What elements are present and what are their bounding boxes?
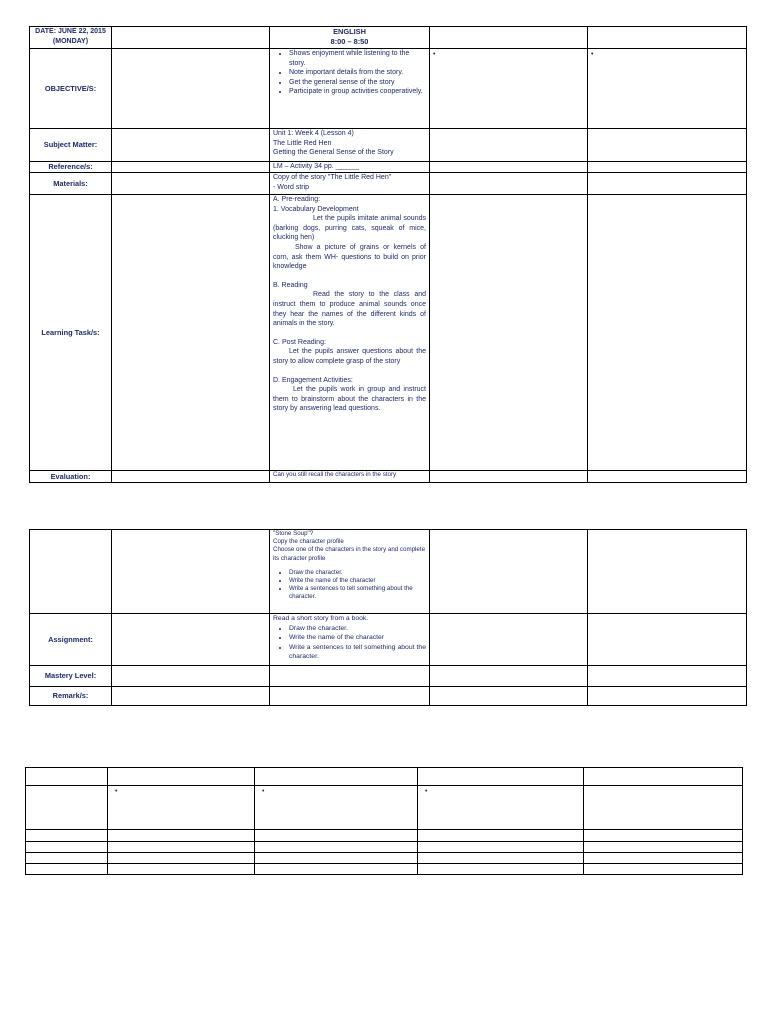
post-reading-text: Let the pupils answer questions about the story to allow complete grasp of the story	[273, 348, 426, 365]
reading-heading: B. Reading	[273, 281, 308, 289]
empty-cell	[430, 195, 588, 471]
bullet-mark: •	[433, 51, 436, 58]
evaluation-label: Evaluation:	[30, 471, 112, 483]
objective-item: • Note important details from the story.	[289, 68, 426, 78]
day-text: (MONDAY)	[52, 37, 89, 45]
empty-cell	[588, 27, 747, 49]
empty-cell	[430, 666, 588, 687]
empty-cell	[26, 830, 108, 842]
assignment-bullet: • Draw the character.	[289, 624, 426, 634]
empty-cell	[588, 471, 747, 483]
topic-text: Getting the General Sense of the Story	[273, 149, 394, 157]
materials-label: Materials:	[30, 173, 112, 195]
assignment-bullet: • Write the name of the character	[289, 633, 426, 643]
empty-cell	[255, 768, 418, 786]
learning-tasks-label: Learning Task/s:	[30, 195, 112, 471]
empty-cell	[430, 162, 588, 173]
empty-cell	[26, 768, 108, 786]
learning-tasks-cell	[270, 195, 430, 471]
empty-cell	[112, 666, 270, 687]
subject-matter-label: Subject Matter:	[30, 129, 112, 162]
empty-cell	[588, 173, 747, 195]
continued-bullet: • Draw the character.	[289, 569, 426, 577]
empty-cell	[112, 162, 270, 173]
remarks-label: Remark/s:	[30, 687, 112, 706]
empty-cell	[588, 162, 747, 173]
empty-cell	[108, 842, 255, 853]
lesson-plan-table-2	[29, 529, 747, 706]
bullet-cell	[430, 49, 588, 129]
bullet-mark: •	[262, 788, 265, 795]
empty-cell	[108, 853, 255, 864]
empty-cell	[418, 768, 584, 786]
empty-cell	[430, 471, 588, 483]
empty-cell	[418, 842, 584, 853]
date-cell	[30, 27, 112, 49]
empty-cell	[112, 195, 270, 471]
time-text: 8:00 – 8:50	[330, 37, 369, 46]
empty-cell	[584, 786, 743, 830]
materials-line: Copy of the story "The Little Red Hen"	[273, 174, 392, 181]
reading-text: Read the story to the class and instruct them to produce animal sounds once they hear the names of the different kinds of animals in the story.	[273, 291, 426, 328]
continued-line: Copy the character profile	[273, 538, 344, 546]
objective-item: • Participate in group activities cooperatively.	[289, 87, 426, 97]
materials-line: - Word strip	[273, 183, 310, 191]
empty-cell	[112, 49, 270, 129]
empty-cell	[108, 830, 255, 842]
empty-cell	[430, 27, 588, 49]
pre-reading-text-1: Let the pupils imitate animal sounds (barking dogs, purring cats, squeak of mice, clucking hen)	[273, 215, 426, 242]
pre-reading-para-1	[273, 214, 426, 243]
unit-text: Unit 1: Week 4 (Lesson 4)	[273, 130, 354, 137]
empty-cell	[588, 614, 747, 666]
empty-cell	[430, 530, 588, 614]
empty-cell	[255, 830, 418, 842]
engagement-text: Let the pupils work in group and instruct them to brainstorm about the characters in the story by answering lead questions.	[273, 386, 426, 413]
blank-grid-table	[25, 767, 743, 875]
subject-cell	[270, 27, 430, 49]
empty-cell	[112, 129, 270, 162]
empty-cell	[270, 666, 430, 687]
reading-para	[273, 290, 426, 328]
continued-bullet: • Write a sentences to tell something about the character.	[289, 585, 426, 601]
empty-cell	[584, 830, 743, 842]
post-reading-para	[273, 347, 426, 366]
pre-reading-text-2: Show a picture of grains or kernels of corn, ask them WH- questions to build on prior knowledge	[273, 243, 426, 271]
empty-cell	[112, 173, 270, 195]
empty-cell	[255, 842, 418, 853]
date-text: DATE: JUNE 22, 2015	[35, 28, 106, 35]
bullet-cell	[255, 786, 418, 830]
continued-line: "Stone Soup"?	[273, 530, 314, 537]
empty-cell	[108, 768, 255, 786]
empty-cell	[26, 842, 108, 853]
empty-cell	[112, 614, 270, 666]
engagement-para	[273, 385, 426, 414]
empty-cell	[26, 786, 108, 830]
story-title: The Little Red Hen	[273, 139, 332, 147]
pre-reading-para-2	[273, 243, 426, 272]
evaluation-continued-cell	[270, 530, 430, 614]
empty-cell	[112, 530, 270, 614]
empty-cell	[26, 853, 108, 864]
bullet-cell	[418, 786, 584, 830]
empty-cell	[26, 864, 108, 875]
empty-cell	[430, 173, 588, 195]
empty-cell	[255, 864, 418, 875]
assignment-cell	[270, 614, 430, 666]
continued-line: Choose one of the characters in the story and complete its character profile	[273, 546, 426, 562]
empty-cell	[584, 842, 743, 853]
empty-cell	[30, 530, 112, 614]
bullet-mark: •	[425, 788, 428, 795]
assignment-intro: Read a short story from a book.	[273, 615, 369, 622]
empty-cell	[255, 853, 418, 864]
subject-title: ENGLISH	[333, 27, 366, 36]
continued-bullet: • Write the name of the character	[289, 577, 426, 585]
empty-cell	[584, 864, 743, 875]
references-label: Reference/s:	[30, 162, 112, 173]
empty-cell	[584, 768, 743, 786]
empty-cell	[418, 830, 584, 842]
vocabulary-heading: 1. Vocabulary Development	[273, 205, 359, 213]
assignment-label: Assignment:	[30, 614, 112, 666]
empty-cell	[430, 687, 588, 706]
empty-cell	[588, 129, 747, 162]
empty-cell	[588, 687, 747, 706]
empty-cell	[418, 864, 584, 875]
empty-cell	[418, 853, 584, 864]
objective-item: • Shows enjoyment while listening to the story.	[289, 49, 426, 68]
pre-reading-heading: A. Pre-reading:	[273, 196, 321, 203]
objectives-label: OBJECTIVE/S:	[30, 49, 112, 129]
empty-cell	[588, 195, 747, 471]
empty-cell	[430, 614, 588, 666]
objective-item: • Get the general sense of the story	[289, 78, 426, 88]
lesson-plan-table-1	[29, 26, 747, 483]
empty-cell	[112, 687, 270, 706]
empty-cell	[270, 687, 430, 706]
post-reading-heading: C. Post Reading:	[273, 338, 326, 346]
empty-cell	[112, 471, 270, 483]
evaluation-cell: Can you still recall the characters in the story	[270, 471, 430, 483]
objectives-cell	[270, 49, 430, 129]
mastery-level-label: Mastery Level:	[30, 666, 112, 687]
empty-cell	[112, 27, 270, 49]
bullet-cell	[108, 786, 255, 830]
empty-cell	[588, 530, 747, 614]
bullet-cell	[588, 49, 747, 129]
empty-cell	[588, 666, 747, 687]
subject-matter-cell	[270, 129, 430, 162]
empty-cell	[584, 853, 743, 864]
references-cell: LM – Activity 34 pp. ______	[270, 162, 430, 173]
bullet-mark: •	[115, 788, 118, 795]
materials-cell	[270, 173, 430, 195]
engagement-heading: D. Engagement Activities:	[273, 376, 353, 384]
bullet-mark: •	[591, 51, 594, 58]
assignment-bullet: • Write a sentences to tell something about the character.	[289, 643, 426, 662]
empty-cell	[430, 129, 588, 162]
empty-cell	[108, 864, 255, 875]
